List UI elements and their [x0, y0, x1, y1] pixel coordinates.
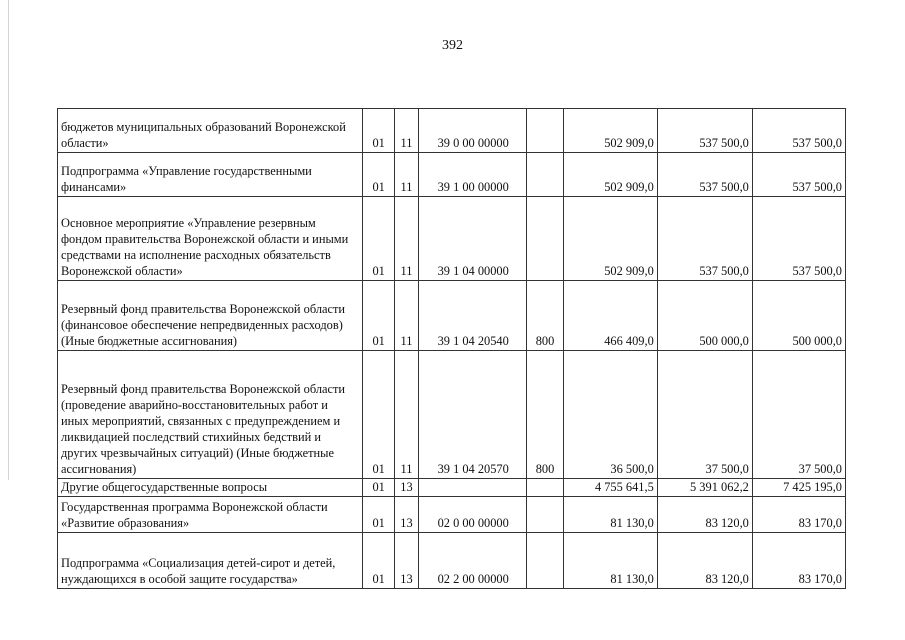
cell-amount-year-2: 83 120,0 — [657, 533, 752, 589]
cell-target-code: 02 0 00 00000 — [419, 497, 527, 533]
cell-amount-year-3: 500 000,0 — [752, 281, 845, 351]
cell-target-code: 39 1 04 20570 — [419, 351, 527, 479]
cell-name: Подпрограмма «Управление государственными финансами» — [58, 153, 363, 197]
cell-amount-year-3: 537 500,0 — [752, 197, 845, 281]
cell-name: Резервный фонд правительства Воронежской области (финансовое обеспечение непредвиденных расходов) (Иные бюджетные ассигнования) — [58, 281, 363, 351]
cell-expense-type: 800 — [527, 281, 563, 351]
cell-section: 01 — [363, 533, 394, 589]
table-row — [58, 479, 846, 497]
cell-amount-year-1: 81 130,0 — [563, 533, 657, 589]
cell-subsection: 11 — [394, 351, 418, 479]
cell-subsection: 11 — [394, 281, 418, 351]
cell-name: Государственная программа Воронежской области «Развитие образования» — [58, 497, 363, 533]
cell-amount-year-3: 37 500,0 — [752, 351, 845, 479]
cell-subsection: 11 — [394, 109, 418, 153]
cell-name: Резервный фонд правительства Воронежской области (проведение аварийно-восстановительных работ и иных мероприятий, связанных с предупреждением и ликвидацией последствий стихийных бедствий и других чрезвычайных ситуаций) (Иные бюджетные ассигнования) — [58, 351, 363, 479]
cell-expense-type — [527, 479, 563, 497]
cell-name: Основное мероприятие «Управление резервным фондом правительства Воронежской области и иными средствами на исполнение расходных обязательств Воронежской области» — [58, 197, 363, 281]
table-row — [58, 533, 846, 589]
cell-amount-year-2: 83 120,0 — [657, 497, 752, 533]
cell-expense-type — [527, 153, 563, 197]
cell-section: 01 — [363, 197, 394, 281]
cell-amount-year-1: 466 409,0 — [563, 281, 657, 351]
cell-subsection: 13 — [394, 479, 418, 497]
cell-expense-type — [527, 197, 563, 281]
cell-target-code: 39 0 00 00000 — [419, 109, 527, 153]
cell-amount-year-1: 502 909,0 — [563, 153, 657, 197]
table-row — [58, 497, 846, 533]
cell-subsection: 13 — [394, 533, 418, 589]
table-row — [58, 197, 846, 281]
cell-amount-year-2: 37 500,0 — [657, 351, 752, 479]
cell-expense-type — [527, 533, 563, 589]
cell-section: 01 — [363, 497, 394, 533]
cell-section: 01 — [363, 351, 394, 479]
cell-amount-year-2: 537 500,0 — [657, 109, 752, 153]
table-row — [58, 153, 846, 197]
scan-edge-line — [8, 0, 9, 480]
cell-amount-year-3: 537 500,0 — [752, 109, 845, 153]
cell-name: Подпрограмма «Социализация детей-сирот и детей, нуждающихся в особой защите государства» — [58, 533, 363, 589]
cell-subsection: 13 — [394, 497, 418, 533]
cell-subsection: 11 — [394, 197, 418, 281]
cell-amount-year-1: 4 755 641,5 — [563, 479, 657, 497]
cell-section: 01 — [363, 479, 394, 497]
cell-amount-year-1: 36 500,0 — [563, 351, 657, 479]
cell-target-code: 39 1 04 00000 — [419, 197, 527, 281]
cell-section: 01 — [363, 109, 394, 153]
cell-amount-year-3: 7 425 195,0 — [752, 479, 845, 497]
cell-target-code: 39 1 00 00000 — [419, 153, 527, 197]
cell-amount-year-3: 83 170,0 — [752, 497, 845, 533]
cell-amount-year-2: 537 500,0 — [657, 197, 752, 281]
cell-amount-year-2: 537 500,0 — [657, 153, 752, 197]
cell-name: бюджетов муниципальных образований Воронежской области» — [58, 109, 363, 153]
cell-section: 01 — [363, 281, 394, 351]
page-number: 392 — [442, 38, 463, 53]
cell-amount-year-1: 502 909,0 — [563, 109, 657, 153]
cell-expense-type — [527, 497, 563, 533]
table-row — [58, 281, 846, 351]
cell-amount-year-1: 502 909,0 — [563, 197, 657, 281]
cell-amount-year-3: 83 170,0 — [752, 533, 845, 589]
cell-amount-year-1: 81 130,0 — [563, 497, 657, 533]
cell-target-code: 02 2 00 00000 — [419, 533, 527, 589]
cell-target-code: 39 1 04 20540 — [419, 281, 527, 351]
cell-amount-year-3: 537 500,0 — [752, 153, 845, 197]
cell-section: 01 — [363, 153, 394, 197]
cell-amount-year-2: 500 000,0 — [657, 281, 752, 351]
cell-amount-year-2: 5 391 062,2 — [657, 479, 752, 497]
budget-table — [57, 108, 846, 589]
cell-expense-type: 800 — [527, 351, 563, 479]
cell-subsection: 11 — [394, 153, 418, 197]
table-row — [58, 351, 846, 479]
cell-name: Другие общегосударственные вопросы — [58, 479, 363, 497]
cell-target-code — [419, 479, 527, 497]
table-row — [58, 109, 846, 153]
cell-expense-type — [527, 109, 563, 153]
